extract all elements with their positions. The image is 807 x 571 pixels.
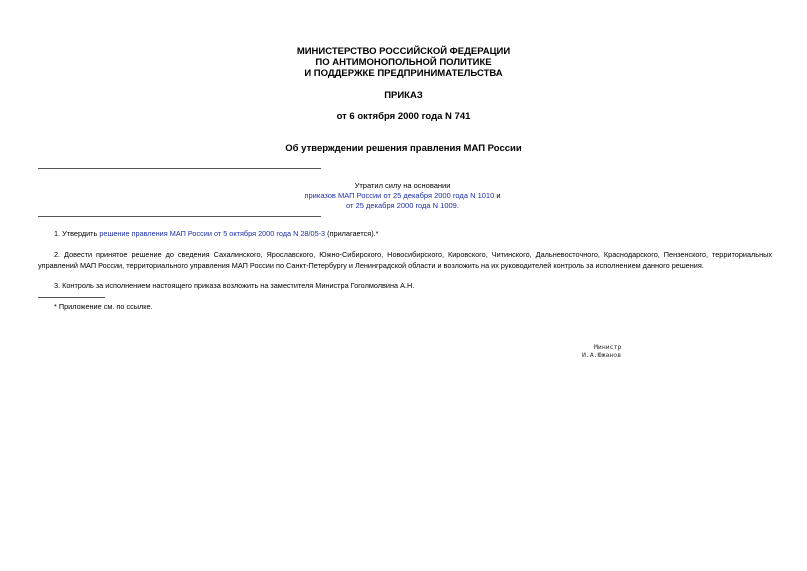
- repeal-order-link-1010[interactable]: приказов МАП России от 25 декабря 2000 года N 1010: [304, 191, 495, 200]
- ministry-name-line-2: ПО АНТИМОНОПОЛЬНОЙ ПОЛИТИКЕ: [315, 57, 492, 68]
- paragraph-2: 2. Довести принятое решение до сведения Сахалинского, Ярославского, Южно-Сибирского, Новосибирского, Кировского, Читинского, Дальневосточного, Краснодарского, Пензенского, территориальных управлений МАП России, территориального управления МАП России по Санкт-Петербургу и Ленинградской области и возложить на их руководителей контроль за исполнением данного решения.: [38, 250, 772, 270]
- signature-title: Министр: [594, 343, 622, 351]
- repeal-order-link-1009[interactable]: от 25 декабря 2000 года N 1009: [346, 201, 457, 210]
- paragraph-1: [38, 229, 772, 240]
- paragraph-1-suffix: (прилагается).*: [325, 229, 379, 238]
- ministry-name-line-3: И ПОДДЕРЖКЕ ПРЕДПРИНИМАТЕЛЬСТВА: [304, 68, 503, 79]
- document-type: ПРИКАЗ: [384, 90, 423, 101]
- footnote-divider: [38, 297, 105, 298]
- status-note: [230, 181, 575, 211]
- paragraph-3: 3. Контроль за исполнением настоящего приказа возложить на заместителя Министра Гоголмолвина А.Н.: [54, 281, 415, 290]
- divider-bottom: [38, 216, 321, 217]
- status-note-line-1: Утратил силу на основании: [354, 181, 451, 190]
- paragraph-1-prefix: 1. Утвердить: [54, 229, 100, 238]
- status-note-line-2: [230, 191, 575, 201]
- signature-name: И.А.Южанов: [582, 351, 622, 359]
- document-date: от 6 октября 2000 года N 741: [336, 111, 471, 122]
- divider-top: [38, 168, 321, 169]
- status-note-line-3: [230, 201, 575, 211]
- document-title: Об утверждении решения правления МАП России: [285, 143, 522, 154]
- status-note-end: .: [456, 201, 459, 210]
- footnote: * Приложение см. по ссылке.: [54, 302, 153, 311]
- ministry-name-line-1: МИНИСТЕРСТВО РОССИЙСКОЙ ФЕДЕРАЦИИ: [296, 46, 511, 57]
- board-decision-link[interactable]: решение правления МАП России от 5 октября 2000 года N 28/05-3: [99, 229, 326, 238]
- status-note-connector: и: [494, 191, 501, 200]
